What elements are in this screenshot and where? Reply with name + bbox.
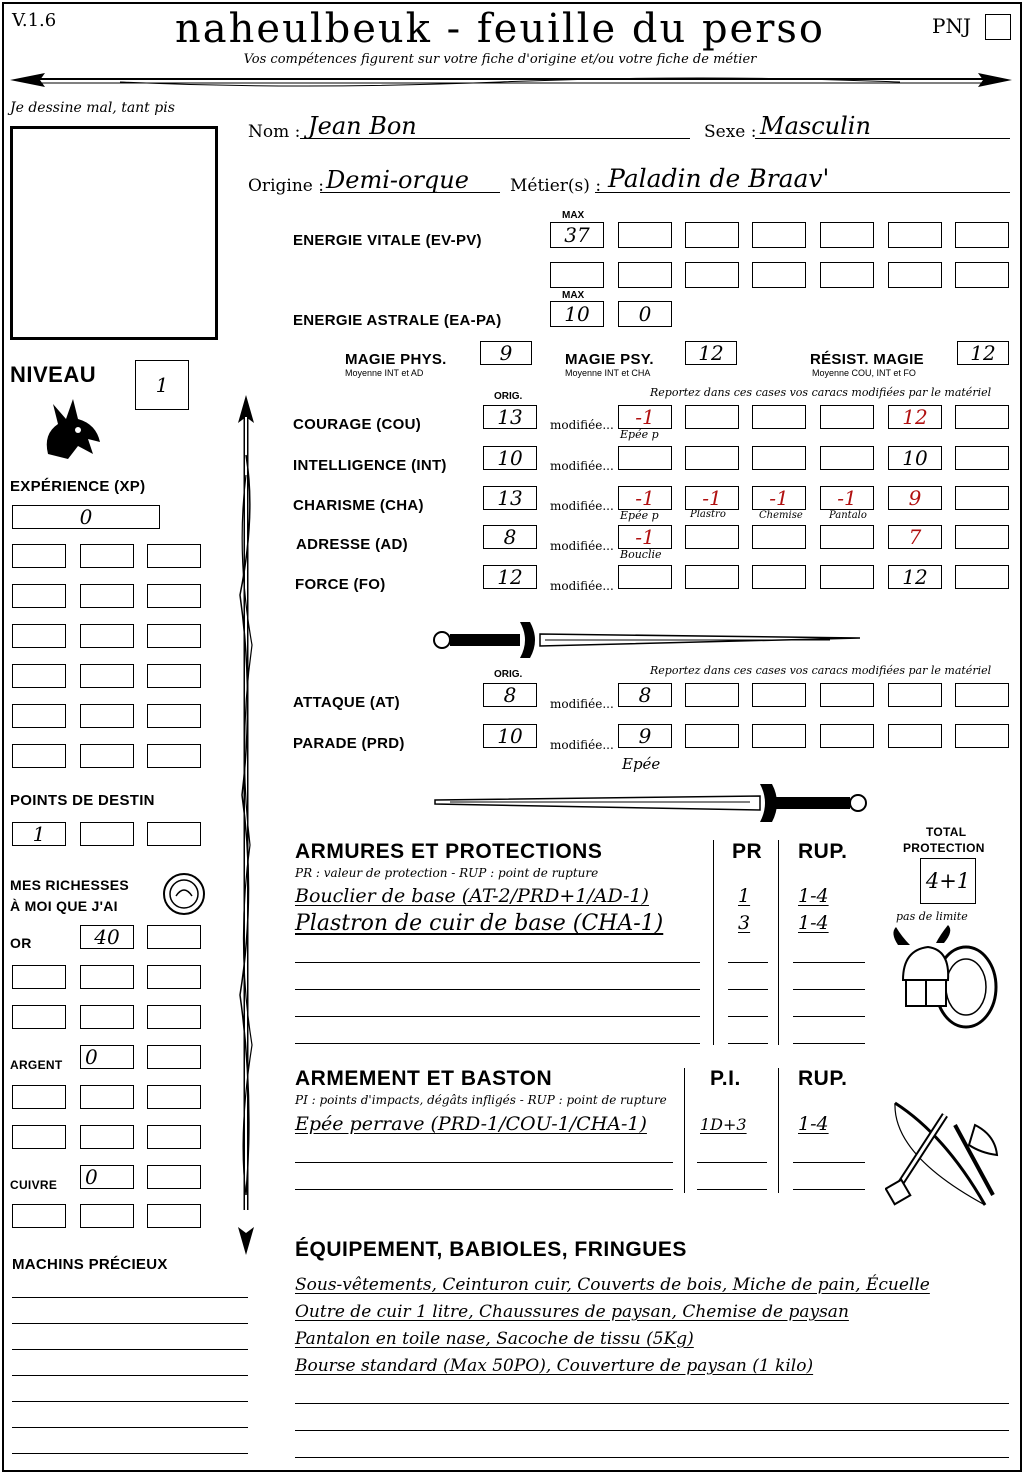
equipment-line[interactable]: Sous-vêtements, Ceinturon cuir, Couverts de bois, Miche de pain, Écuelle	[295, 1275, 930, 1295]
cha-final-box[interactable]: 9	[888, 486, 942, 510]
nom-value[interactable]: Jean Bon	[308, 112, 417, 140]
spear-divider-icon	[0, 64, 1024, 94]
richesses-label-2: À MOI QUE J'AI	[10, 898, 118, 914]
xp-box[interactable]	[147, 664, 201, 688]
ad-mod-box[interactable]	[820, 525, 874, 549]
armor-title: ARMURES ET PROTECTIONS	[295, 840, 603, 863]
ad-mod-box[interactable]	[685, 525, 739, 549]
xp-box[interactable]	[80, 664, 134, 688]
cuivre-box[interactable]: 0	[80, 1165, 134, 1189]
cha-mod-box[interactable]: -1	[752, 486, 806, 510]
total-protection-label-2: PROTECTION	[903, 841, 985, 855]
armor-line	[295, 989, 700, 990]
at-mod-box[interactable]	[955, 683, 1009, 707]
page-subtitle: Vos compétences figurent sur votre fiche d'origine et/ou votre fiche de métier	[243, 52, 757, 67]
weapons-divider	[684, 1068, 685, 1193]
at-mod-box[interactable]: 8	[618, 683, 672, 707]
ad-label: ADRESSE (AD)	[296, 536, 408, 553]
at-mod-box[interactable]	[888, 683, 942, 707]
cou-label: COURAGE (COU)	[293, 416, 422, 433]
orig-label: ORIG.	[494, 391, 523, 402]
ev-max-label: MAX	[562, 210, 585, 221]
armor-line	[793, 962, 865, 963]
or-box[interactable]	[147, 1005, 201, 1029]
argent-box[interactable]	[12, 1125, 66, 1149]
cha-mod-note: Chemise	[759, 510, 803, 521]
cuivre-box[interactable]	[12, 1204, 66, 1228]
xp-box[interactable]	[12, 744, 66, 768]
cha-mod-note: Pantalo	[829, 510, 867, 521]
pnj-checkbox[interactable]	[985, 14, 1011, 40]
weapon-line	[295, 1162, 673, 1163]
armor-line	[295, 1043, 700, 1044]
cou-modifie: modifiée...	[550, 418, 614, 432]
prd-mod-note: Epée	[622, 755, 661, 773]
metier-value[interactable]: Paladin de Braav'	[608, 164, 830, 193]
ev-box[interactable]	[752, 222, 806, 248]
ev-box[interactable]	[955, 262, 1009, 288]
xp-box[interactable]	[80, 624, 134, 648]
ev-box[interactable]	[888, 222, 942, 248]
nom-line	[300, 138, 690, 139]
armor-line	[728, 989, 768, 990]
pnj-label: PNJ	[932, 14, 971, 38]
cou-mod-box[interactable]	[955, 405, 1009, 429]
cha-mod-box[interactable]: -1	[618, 486, 672, 510]
precious-line	[12, 1349, 248, 1350]
portrait-caption: Je dessine mal, tant pis	[10, 100, 175, 116]
ad-final-box[interactable]: 7	[888, 525, 942, 549]
resist-magie-note: Moyenne COU, INT et FO	[812, 368, 916, 378]
combat-orig-label: ORIG.	[494, 669, 523, 680]
xp-box[interactable]	[80, 744, 134, 768]
nom-label: Nom :	[248, 122, 301, 142]
magie-phys-label: MAGIE PHYS.	[345, 351, 447, 368]
ev-box[interactable]	[550, 262, 604, 288]
magie-psy-note: Moyenne INT et CHA	[565, 368, 651, 378]
cha-orig-box[interactable]: 13	[483, 486, 537, 510]
magie-phys-box[interactable]: 9	[480, 341, 532, 365]
prd-modifie: modifiée...	[550, 738, 614, 752]
xp-box[interactable]	[80, 704, 134, 728]
at-mod-box[interactable]	[820, 683, 874, 707]
cou-final-box[interactable]: 12	[888, 405, 942, 429]
ea-max-label: MAX	[562, 290, 585, 301]
ev-box[interactable]	[618, 262, 672, 288]
int-mod-box[interactable]	[618, 446, 672, 470]
weapon-row-name[interactable]: Epée perrave (PRD-1/COU-1/CHA-1)	[295, 1113, 647, 1135]
at-mod-box[interactable]	[752, 683, 806, 707]
or-label: OR	[10, 935, 32, 951]
version-label: V.1.6	[12, 10, 57, 31]
weapon-row-pi[interactable]: 1D+3	[700, 1115, 747, 1134]
fo-mod-box[interactable]	[752, 565, 806, 589]
xp-box[interactable]	[12, 624, 66, 648]
cou-mod-box[interactable]	[820, 405, 874, 429]
cou-orig-box[interactable]: 13	[483, 405, 537, 429]
destin-label: POINTS DE DESTIN	[10, 792, 155, 809]
sword-icon	[430, 778, 870, 828]
cha-mod-box[interactable]: -1	[820, 486, 874, 510]
prd-mod-box[interactable]	[752, 724, 806, 748]
xp-box[interactable]	[147, 544, 201, 568]
niveau-box[interactable]: 1	[135, 360, 189, 410]
argent-box[interactable]	[12, 1085, 66, 1109]
argent-label: ARGENT	[10, 1058, 63, 1072]
at-orig-box[interactable]: 8	[483, 683, 537, 707]
prd-mod-box[interactable]	[888, 724, 942, 748]
fo-orig-box[interactable]: 12	[483, 565, 537, 589]
argent-box[interactable]	[80, 1125, 134, 1149]
argent-box[interactable]	[80, 1085, 134, 1109]
cuivre-label: CUIVRE	[10, 1178, 58, 1192]
xp-box[interactable]	[12, 704, 66, 728]
machins-label: MACHINS PRÉCIEUX	[12, 1256, 168, 1273]
armor-row-name[interactable]: Bouclier de base (AT-2/PRD+1/AD-1)	[295, 885, 649, 907]
weapon-row-rup[interactable]: 1-4	[798, 1113, 829, 1135]
dragon-icon	[38, 394, 106, 464]
armor-row-rup[interactable]: 1-4	[798, 912, 829, 934]
cuivre-box[interactable]	[147, 1165, 201, 1189]
int-mod-box[interactable]	[820, 446, 874, 470]
equipment-line-blank	[295, 1430, 1009, 1431]
sexe-line	[755, 138, 1010, 139]
ad-modifie: modifiée...	[550, 539, 614, 553]
prd-mod-box[interactable]	[820, 724, 874, 748]
xp-box[interactable]	[80, 544, 134, 568]
xp-box[interactable]	[12, 544, 66, 568]
ev-max-box[interactable]: 37	[550, 222, 604, 248]
or-box[interactable]	[12, 965, 66, 989]
int-modifie: modifiée...	[550, 459, 614, 473]
weapon-line	[793, 1162, 865, 1163]
destin-box[interactable]	[147, 822, 201, 846]
cha-mod-note: Plastro	[690, 509, 726, 520]
cuivre-box[interactable]	[147, 1204, 201, 1228]
armor-line	[728, 1016, 768, 1017]
cha-mod-box[interactable]: -1	[685, 486, 739, 510]
sexe-label: Sexe :	[704, 122, 757, 142]
total-protection-note: pas de limite	[896, 910, 968, 923]
or-box[interactable]	[80, 965, 134, 989]
armor-line	[793, 989, 865, 990]
precious-line	[12, 1427, 248, 1428]
fo-modifie: modifiée...	[550, 579, 614, 593]
precious-line	[12, 1453, 248, 1454]
cha-label: CHARISME (CHA)	[293, 497, 424, 514]
int-mod-box[interactable]	[752, 446, 806, 470]
helmet-shield-icon	[888, 925, 1003, 1035]
int-label: INTELLIGENCE (INT)	[293, 457, 447, 474]
cuivre-box[interactable]	[80, 1204, 134, 1228]
metier-line	[595, 192, 1010, 193]
or-box[interactable]	[147, 965, 201, 989]
argent-box[interactable]	[147, 1045, 201, 1069]
armor-pr-label: PR	[732, 840, 763, 863]
xp-box[interactable]	[147, 704, 201, 728]
ad-orig-box[interactable]: 8	[483, 525, 537, 549]
ev-box[interactable]	[888, 262, 942, 288]
fo-final-box[interactable]: 12	[888, 565, 942, 589]
equipment-line-blank	[295, 1457, 1009, 1458]
ad-mod-box[interactable]: -1	[618, 525, 672, 549]
or-box[interactable]	[147, 925, 201, 949]
argent-box[interactable]: 0	[80, 1045, 134, 1069]
precious-line	[12, 1375, 248, 1376]
armor-divider	[713, 840, 714, 1045]
fo-mod-box[interactable]	[618, 565, 672, 589]
resist-magie-label: RÉSIST. MAGIE	[810, 351, 924, 368]
ad-mod-box[interactable]	[955, 525, 1009, 549]
ea-label: ENERGIE ASTRALE (EA-PA)	[293, 312, 502, 329]
armor-divider	[778, 840, 779, 1045]
weapon-line	[697, 1189, 767, 1190]
armor-row-pr[interactable]: 1	[738, 885, 751, 907]
or-box[interactable]	[80, 1005, 134, 1029]
ea-box[interactable]: 0	[618, 301, 672, 327]
at-label: ATTAQUE (AT)	[293, 694, 400, 711]
portrait-box[interactable]	[10, 126, 218, 340]
ev-box[interactable]	[752, 262, 806, 288]
origine-line	[320, 192, 500, 193]
xp-box[interactable]: 0	[12, 505, 160, 529]
combat-note: Reportez dans ces cases vos caracs modifiées par le matériel	[650, 664, 992, 677]
armor-line	[728, 962, 768, 963]
xp-label: EXPÉRIENCE (XP)	[10, 478, 146, 495]
int-orig-box[interactable]: 10	[483, 446, 537, 470]
at-mod-box[interactable]	[685, 683, 739, 707]
ea-max-box[interactable]: 10	[550, 301, 604, 327]
precious-line	[12, 1401, 248, 1402]
cou-mod-box[interactable]	[685, 405, 739, 429]
equipment-line[interactable]: Bourse standard (Max 50PO), Couverture de paysan (1 kilo)	[295, 1356, 814, 1376]
page-title: naheulbeuk - feuille du perso	[175, 6, 825, 52]
cha-mod-box[interactable]	[955, 486, 1009, 510]
equipment-line[interactable]: Outre de cuir 1 litre, Chaussures de paysan, Chemise de paysan	[295, 1302, 849, 1322]
ev-label: ENERGIE VITALE (EV-PV)	[293, 232, 482, 249]
armor-line	[295, 962, 700, 963]
niveau-label: NIVEAU	[10, 362, 97, 387]
destin-box[interactable]	[80, 822, 134, 846]
argent-box[interactable]	[147, 1125, 201, 1149]
xp-box[interactable]	[80, 584, 134, 608]
armor-legend: PR : valeur de protection - RUP : point de rupture	[295, 866, 599, 880]
prd-label: PARADE (PRD)	[293, 735, 405, 752]
ev-box[interactable]	[820, 262, 874, 288]
origine-value[interactable]: Demi-orque	[326, 166, 469, 194]
xp-box[interactable]	[12, 664, 66, 688]
metier-label: Métier(s) :	[510, 176, 602, 196]
cou-mod-note: Epée p	[620, 428, 659, 441]
int-final-box[interactable]: 10	[888, 446, 942, 470]
cou-mod-box[interactable]: -1	[618, 405, 672, 429]
armor-row-pr[interactable]: 3	[738, 912, 751, 934]
armor-line	[793, 1043, 865, 1044]
argent-box[interactable]	[147, 1085, 201, 1109]
int-mod-box[interactable]	[685, 446, 739, 470]
spear-icon	[226, 395, 266, 1255]
ev-box[interactable]	[820, 222, 874, 248]
fo-label: FORCE (FO)	[295, 576, 386, 593]
armor-rup-label: RUP.	[798, 840, 848, 863]
prd-mod-box[interactable]	[955, 724, 1009, 748]
precious-line	[12, 1297, 248, 1298]
weapons-rup-label: RUP.	[798, 1067, 848, 1090]
ev-box[interactable]	[685, 222, 739, 248]
xp-box[interactable]	[147, 744, 201, 768]
total-protection-label: TOTAL	[926, 825, 967, 839]
prd-mod-box[interactable]: 9	[618, 724, 672, 748]
magie-psy-label: MAGIE PSY.	[565, 351, 654, 368]
ev-box[interactable]	[955, 222, 1009, 248]
fo-mod-box[interactable]	[685, 565, 739, 589]
ev-box[interactable]	[618, 222, 672, 248]
at-modifie: modifiée...	[550, 697, 614, 711]
precious-line	[12, 1323, 248, 1324]
resist-magie-box[interactable]: 12	[957, 341, 1009, 365]
sexe-value[interactable]: Masculin	[760, 112, 871, 140]
weapons-divider	[778, 1068, 779, 1193]
armor-line	[295, 1016, 700, 1017]
equipment-line-blank	[295, 1403, 1009, 1404]
prd-orig-box[interactable]: 10	[483, 724, 537, 748]
weapon-line	[697, 1162, 767, 1163]
cha-modifie: modifiée...	[550, 499, 614, 513]
or-box[interactable]: 40	[80, 925, 134, 949]
magie-psy-box[interactable]: 12	[685, 341, 737, 365]
magie-phys-note: Moyenne INT et AD	[345, 368, 424, 378]
total-protection-box[interactable]: 4+1	[920, 858, 976, 904]
prd-mod-box[interactable]	[685, 724, 739, 748]
equipment-title: ÉQUIPEMENT, BABIOLES, FRINGUES	[295, 1238, 687, 1261]
xp-box[interactable]	[12, 584, 66, 608]
ad-mod-box[interactable]	[752, 525, 806, 549]
cha-mod-note: Epée p	[620, 509, 659, 522]
armor-row-rup[interactable]: 1-4	[798, 885, 829, 907]
weapons-legend: PI : points d'impacts, dégâts infligés - RUP : point de rupture	[295, 1093, 667, 1107]
int-mod-box[interactable]	[955, 446, 1009, 470]
weapon-line	[793, 1189, 865, 1190]
or-box[interactable]	[12, 1005, 66, 1029]
ev-box[interactable]	[685, 262, 739, 288]
equipment-line[interactable]: Pantalon en toile nase, Sacoche de tissu (5Kg)	[295, 1329, 694, 1349]
destin-box[interactable]: 1	[12, 822, 66, 846]
armor-line	[728, 1043, 768, 1044]
armor-row-name[interactable]: Plastron de cuir de base (CHA-1)	[295, 911, 664, 936]
caracs-note: Reportez dans ces cases vos caracs modifiées par le matériel	[650, 386, 992, 399]
fo-mod-box[interactable]	[820, 565, 874, 589]
weapons-title: ARMEMENT ET BASTON	[295, 1067, 553, 1090]
coin-icon	[160, 870, 208, 918]
richesses-label-1: MES RICHESSES	[10, 877, 130, 893]
origine-label: Origine :	[248, 176, 324, 196]
cou-mod-box[interactable]	[752, 405, 806, 429]
armor-line	[793, 1016, 865, 1017]
ad-mod-note: Bouclie	[620, 548, 662, 561]
xp-box[interactable]	[147, 624, 201, 648]
fo-mod-box[interactable]	[955, 565, 1009, 589]
weapons-pi-label: P.I.	[710, 1067, 741, 1090]
weapons-icon	[885, 1095, 1005, 1215]
weapon-line	[295, 1189, 673, 1190]
xp-box[interactable]	[147, 584, 201, 608]
sword-icon	[430, 612, 870, 662]
